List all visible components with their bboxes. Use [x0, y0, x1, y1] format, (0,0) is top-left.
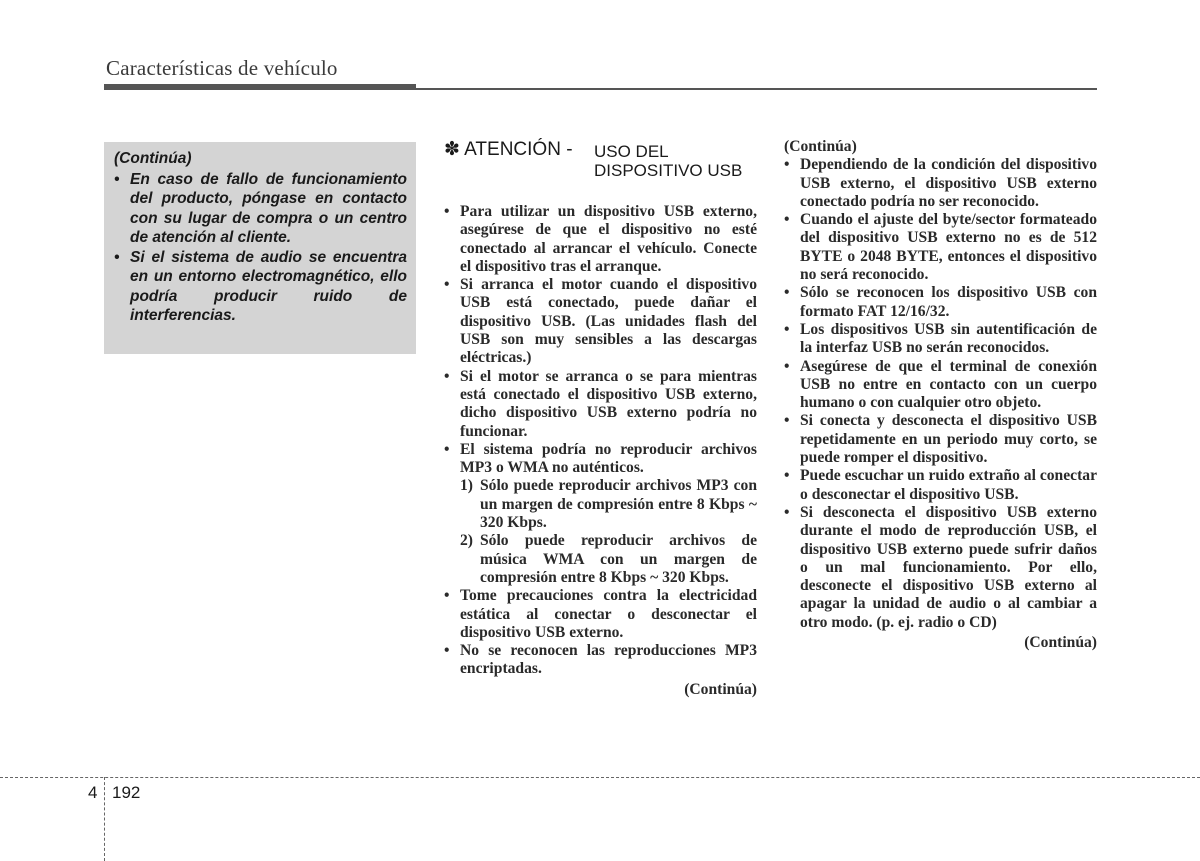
- list-item: [444, 203, 757, 276]
- list-item: [444, 276, 757, 367]
- list-item: [444, 368, 757, 441]
- list-item-text: Sólo se reconocen los dispositivo USB con formato FAT 12/16/32.: [800, 284, 1097, 320]
- list-item: [444, 587, 757, 642]
- bullet-icon: •: [444, 642, 450, 660]
- sub-item-text: Sólo puede reproducir archivos MP3 con un margen de compresión entre 8 Kbps ~ 320 Kbps.: [480, 477, 757, 532]
- bullet-icon: •: [444, 276, 450, 294]
- sub-item-text: Sólo puede reproducir archivos de música WMA con un margen de compresión entre 8 Kbps ~ 320 Kbps.: [480, 532, 757, 586]
- list-item-text: Si arranca el motor cuando el dispositivo USB está conectado, puede dañar el dispositivo USB. (Las unidades flash del USB son muy sensibles a las descargas eléctricas.): [460, 276, 757, 367]
- list-item: [784, 321, 1097, 358]
- note-item: [114, 170, 407, 248]
- bullet-icon: •: [784, 412, 790, 430]
- attention-subtitle: USO DEL DISPOSITIVO USB: [594, 142, 743, 180]
- bullet-icon: •: [114, 170, 120, 188]
- list-item-text: Cuando el ajuste del byte/sector formateado del dispositivo USB externo no es de 512 BYTE o 2048 BYTE, entonces el dispositivo no será reconocido.: [800, 211, 1097, 284]
- list-item: [784, 504, 1097, 632]
- list-item-text: Asegúrese de que el terminal de conexión USB no entre en contacto con un cuerpo humano o con cualquier otro objeto.: [800, 357, 1097, 412]
- list-item: [784, 211, 1097, 284]
- list-item-text: Si desconecta el dispositivo USB externo durante el modo de reproducción USB, el dispositivo USB externo puede sufrir daños o un mal funcionamiento. Por ello, desconecte el dispositivo USB externo al apagar la unidad de audio o al cambiar a otro modo. (p. ej. radio o CD): [800, 503, 1097, 631]
- bullet-icon: •: [784, 467, 790, 485]
- list-item-text: No se reconocen las reproducciones MP3 encriptadas.: [460, 642, 757, 678]
- header-rule-thick: [104, 84, 416, 90]
- bullet-icon: •: [444, 440, 450, 458]
- list-item-text: Si el motor se arranca o se para mientras está conectado el dispositivo USB externo, dicho dispositivo USB externo podría no funcionar.: [460, 367, 757, 440]
- list-item-text: Tome precauciones contra la electricidad estática al conectar o desconectar el dispositivo USB externo.: [460, 587, 757, 641]
- sub-item-number: 2): [460, 532, 473, 550]
- bullet-icon: •: [114, 248, 120, 266]
- note-box: [104, 142, 416, 354]
- bullet-icon: •: [444, 367, 450, 385]
- column-middle: [444, 203, 757, 699]
- page-number-value: 192: [112, 783, 141, 802]
- asterisk-icon: ✽: [444, 139, 460, 160]
- footer-dashed-divider: [104, 777, 105, 861]
- list-item: [444, 642, 757, 679]
- bullet-icon: •: [444, 203, 450, 220]
- sub-item-number: 1): [460, 477, 473, 495]
- header-rule-thin: [416, 88, 1097, 90]
- bullet-icon: •: [784, 156, 790, 174]
- numbered-sub-item: [444, 477, 757, 532]
- continued-label-bottom: (Continúa): [1024, 634, 1097, 652]
- note-item-text: Si el sistema de audio se encuentra en un entorno electromagnético, ello podría producir ruido de interferencias.: [130, 248, 407, 324]
- list-item: [784, 467, 1097, 504]
- list-item-text: Para utilizar un dispositivo USB externo, asegúrese de que el dispositivo no esté conectado al arrancar el vehículo. Conecte el dispositivo tras el arranque.: [460, 203, 757, 275]
- bullet-icon: •: [784, 284, 790, 302]
- list-item-text: El sistema podría no reproducir archivos MP3 o WMA no auténticos.: [460, 440, 757, 477]
- column-right: [784, 138, 1097, 652]
- list-item: [784, 412, 1097, 467]
- attention-label: ATENCIÓN -: [464, 139, 573, 160]
- bullet-icon: •: [784, 320, 790, 338]
- list-item-text: Dependiendo de la condición del dispositivo USB externo, el dispositivo USB externo conectado podría no ser reconocido.: [800, 156, 1097, 210]
- chapter-number: 4: [88, 783, 98, 802]
- list-item-text: Puede escuchar un ruido extraño al conectar o desconectar el dispositivo USB.: [800, 467, 1097, 503]
- continued-label-top: (Continúa): [784, 138, 857, 155]
- list-item: [784, 156, 1097, 211]
- note-item-text: En caso de fallo de funcionamiento del producto, póngase en contacto con su lugar de compra o un centro de atención al cliente.: [130, 170, 407, 246]
- note-item: [114, 248, 407, 326]
- bullet-icon: •: [784, 357, 790, 375]
- numbered-sub-item: [444, 532, 757, 587]
- list-item-text: Los dispositivos USB sin autentificación de la interfaz USB no serán reconocidos.: [800, 320, 1097, 357]
- list-item: [444, 441, 757, 478]
- continued-label: (Continúa): [684, 680, 757, 698]
- bullet-icon: •: [784, 503, 790, 521]
- bullet-icon: •: [444, 587, 450, 605]
- note-continued-label: (Continúa): [114, 150, 192, 167]
- bullet-icon: •: [784, 211, 790, 229]
- footer-dashed-rule: [0, 777, 1200, 778]
- list-item-text: Si conecta y desconecta el dispositivo USB repetidamente en un periodo muy corto, se puede romper el dispositivo.: [800, 412, 1097, 467]
- list-item: [784, 358, 1097, 413]
- page-header-title: Características de vehículo: [106, 56, 338, 80]
- list-item: [784, 284, 1097, 321]
